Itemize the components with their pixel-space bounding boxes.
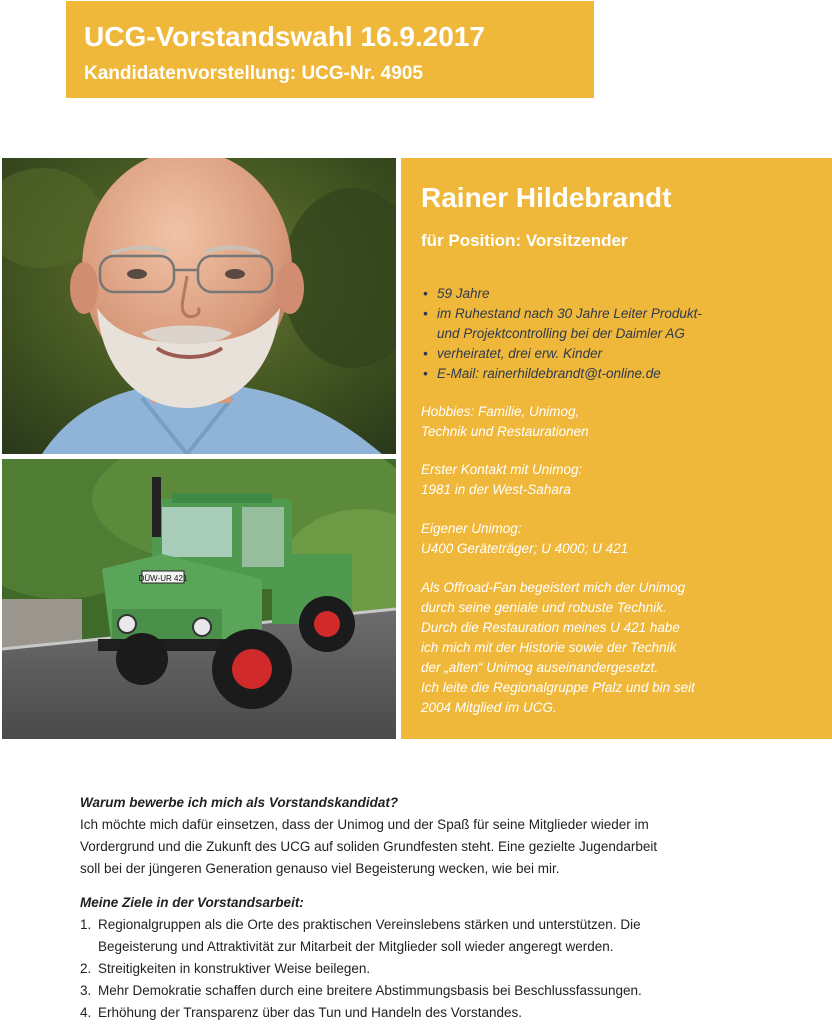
goal-line: Mehr Demokratie schaffen durch eine breitere Abstimmungsbasis bei Beschlussfassungen. [98, 983, 642, 998]
fact-career-line-1: im Ruhestand nach 30 Jahre Leiter Produkt- [437, 306, 702, 321]
why-line: Vordergrund und die Zukunft des UCG auf soliden Grundfesten steht. Eine gezielte Jugendarbeit [80, 839, 658, 854]
first-contact-line: Erster Kontakt mit Unimog: [421, 462, 583, 477]
first-contact-line: 1981 in der West-Sahara [421, 482, 571, 497]
header-banner [66, 1, 594, 98]
portrait-photo [2, 158, 396, 454]
own-unimog-text [421, 519, 821, 559]
statement-line: Ich leite die Regionalgruppe Pfalz und bin seit [421, 680, 695, 695]
goal-line: Streitigkeiten in konstruktiver Weise beilegen. [98, 961, 371, 976]
goal-line: Erhöhung der Transparenz über das Tun und Handeln des Vorstandes. [98, 1005, 523, 1020]
goal-number: 4. [80, 1005, 92, 1020]
fact-family: • verheiratet, drei erw. Kinder [421, 344, 821, 364]
page-title: UCG-Vorstandswahl 16.9.2017 [84, 21, 485, 52]
hobbies-line: Hobbies: Familie, Unimog, [421, 404, 580, 419]
own-unimog-line: U400 Geräteträger; U 4000; U 421 [421, 541, 629, 556]
why-line: soll bei der jüngeren Generation genauso viel Begeisterung wecken, wie bei mir. [80, 861, 560, 876]
statement-line: 2004 Mitglied im UCG. [421, 700, 557, 715]
why-section [80, 792, 780, 880]
statement-line: Durch die Restauration meines U 421 habe [421, 620, 680, 635]
goal-item [80, 980, 780, 1002]
fact-career [421, 304, 821, 344]
goal-item [80, 1002, 780, 1024]
goals-list [80, 914, 780, 1024]
goals-heading: Meine Ziele in der Vorstandsarbeit: [80, 895, 304, 910]
goal-line: Begeisterung und Attraktivität zur Mitarbeit der Mitglieder soll wieder angeregt werden. [98, 939, 614, 954]
fact-age: • 59 Jahre [421, 284, 821, 304]
statement-line: der „alten“ Unimog auseinandergesetzt. [421, 660, 659, 675]
goal-number: 1. [80, 917, 92, 932]
goals-section [80, 892, 780, 1024]
statement-line: durch seine geniale und robuste Technik. [421, 600, 667, 615]
candidate-name: Rainer Hildebrandt [421, 182, 672, 213]
goal-line: Regionalgruppen als die Orte des praktischen Vereinslebens stärken und unterstützen. Die [98, 917, 641, 932]
goal-number: 2. [80, 961, 92, 976]
candidate-facts-list [421, 284, 821, 384]
candidate-info-panel [401, 158, 832, 739]
statement-text [421, 578, 821, 718]
unimog-photo [2, 459, 396, 739]
goal-item [80, 914, 780, 958]
fact-email: • E-Mail: rainerhildebrandt@t-online.de [421, 364, 821, 384]
goal-number: 3. [80, 983, 92, 998]
why-heading: Warum bewerbe ich mich als Vorstandskandidat? [80, 795, 399, 810]
candidate-position: für Position: Vorsitzender [421, 231, 628, 250]
first-contact-text [421, 460, 821, 500]
statement-line: Als Offroad-Fan begeistert mich der Unimog [421, 580, 686, 595]
why-line: Ich möchte mich dafür einsetzen, dass der Unimog und der Spaß für seine Mitglieder wieder im [80, 817, 649, 832]
own-unimog-line: Eigener Unimog: [421, 521, 522, 536]
page-subtitle: Kandidatenvorstellung: UCG-Nr. 4905 [84, 63, 423, 84]
fact-career-line-2: und Projektcontrolling bei der Daimler AG [437, 326, 685, 341]
goal-item [80, 958, 780, 980]
license-plate: DÜW-UR 421 [138, 574, 188, 583]
hobbies-text [421, 402, 821, 442]
hobbies-line: Technik und Restaurationen [421, 424, 589, 439]
statement-line: ich mich mit der Historie sowie der Technik [421, 640, 677, 655]
